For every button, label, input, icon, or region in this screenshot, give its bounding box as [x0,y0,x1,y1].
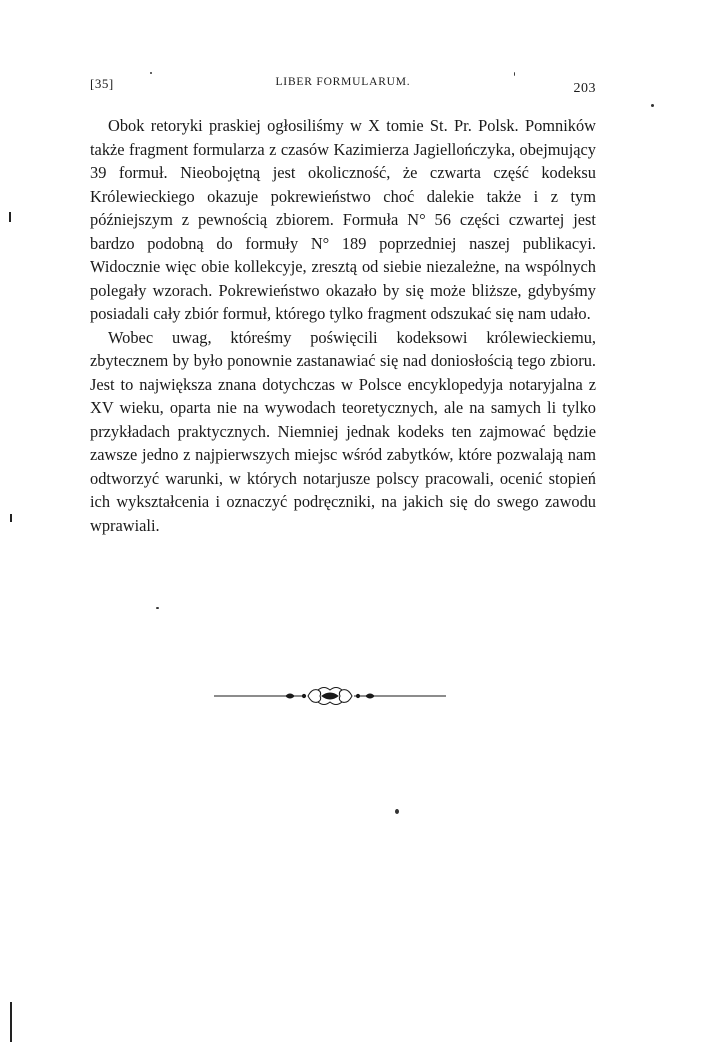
fleuron-tailpiece-icon [214,684,446,708]
paragraph-1: Obok retoryki praskiej ogłosiliśmy w X tomie St. Pr. Polsk. Pomników także fragment formularza z czasów Kazimierza Jagiellończyka, obejmujący 39 formuł. Nieobojętną jest okoliczność, że czwarta część kodeksu Królewieckiego okazuje pokrewieństwo choć dalekie także i z tym późniejszym z pewnością zbiorem. Formuła N° 56 części czwartej jest bardzo podobną do formuły N° 189 poprzedniej naszej publikacyi. Widocznie więc obie kollekcyje, zresztą od siebie niezależne, na wspólnych polegały wzorach. Pokrewieństwo okazało by się może bliższe, gdybyśmy posiadali cały zbiór formuł, którego tylko fragment odszukać się nam udało. [90,116,596,323]
speck [651,104,654,107]
body-text [90,114,596,537]
page-number: 203 [573,81,596,96]
speck [156,607,159,609]
speck [150,72,152,74]
speck [395,809,399,814]
running-title: LIBER FORMULARUM. [275,76,411,88]
speck [514,72,515,76]
scan-edge-mark [10,514,12,522]
running-head [90,74,596,98]
section-number: [35] [90,76,114,91]
scan-edge-mark [9,212,11,222]
paragraph-2: Wobec uwag, któreśmy poświęcili kodeksowi królewieckiemu, zbytecznem by było ponownie zastanawiać się nad doniosłością tego zbioru. Jest to największa znana dotychczas w Polsce encyklopedyja notaryjalna z XV wieku, oparta nie na wywodach teoretycznych, ale na samych li tylko przykładach praktycznych. Niemniej jednak kodeks ten zajmować będzie zawsze jedno z najpierwszych miejsc wśród zabytków, które pozwalają nam odtworzyć warunki, w których notarjusze polscy pracowali, ocenić stopień ich wykształcenia i oznaczyć podręczniki, na jakich się do swego zawodu wprawiali. [90,327,596,535]
scan-edge-mark [10,1002,12,1042]
